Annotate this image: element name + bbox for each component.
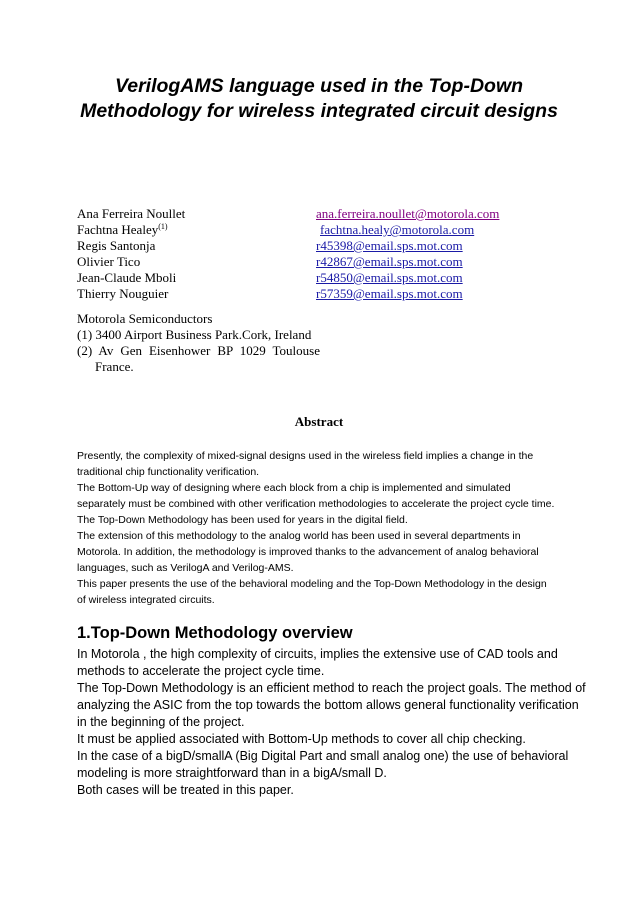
abstract-line: languages, such as VerilogA and Verilog-AMS.	[77, 562, 294, 574]
author-email-link[interactable]: r57359@email.sps.mot.com	[316, 286, 463, 301]
abstract-line: The Bottom-Up way of designing where each block from a chip is implemented and simulated	[77, 482, 511, 494]
section-line: analyzing the ASIC from the top towards the bottom allows general functionality verification	[77, 698, 579, 712]
section-line: The Top-Down Methodology is an efficient method to reach the project goals. The method of	[77, 681, 586, 695]
author-name-text: Fachtna Healey	[77, 222, 159, 237]
abstract-line: Motorola. In addition, the methodology is improved thanks to the advancement of analog behavioral	[77, 546, 539, 558]
abstract-heading: Abstract	[294, 414, 344, 429]
author-name: Olivier Tico	[77, 254, 141, 269]
paper-title	[60, 74, 578, 124]
author-row	[77, 222, 557, 238]
author-row	[77, 270, 557, 286]
abstract-line: Presently, the complexity of mixed-signal designs used in the wireless field implies a change in the	[77, 450, 534, 462]
author-name: Thierry Nouguier	[77, 286, 169, 301]
abstract-line: traditional chip functionality verification.	[77, 466, 260, 478]
author-email-link[interactable]: ana.ferreira.noullet@motorola.com	[316, 206, 500, 221]
section-body	[77, 646, 586, 799]
author-row	[77, 286, 557, 302]
author-email-link[interactable]: r42867@email.sps.mot.com	[316, 254, 463, 269]
organization-address: (2) Av Gen Eisenhower BP 1029 Toulouse	[77, 343, 320, 358]
abstract-line: The extension of this methodology to the analog world has been used in several departments in	[77, 530, 521, 542]
section-line: In Motorola , the high complexity of circuits, implies the extensive use of CAD tools and	[77, 647, 558, 661]
author-name	[77, 222, 316, 238]
author-email-link[interactable]: fachtna.healy@motorola.com	[320, 222, 475, 237]
author-name: Jean-Claude Mboli	[77, 270, 177, 285]
organization-block	[77, 311, 322, 375]
section-line: It must be applied associated with Bottom-Up methods to cover all chip checking.	[77, 732, 526, 746]
section-line: methods to accelerate the project cycle time.	[77, 664, 325, 678]
organization-address: (1) 3400 Airport Business Park.Cork, Ireland	[77, 327, 312, 342]
author-email-link[interactable]: r54850@email.sps.mot.com	[316, 270, 463, 285]
section-line: in the beginning of the project.	[77, 715, 245, 729]
author-list	[77, 206, 557, 302]
section-line: Both cases will be treated in this paper.	[77, 783, 294, 797]
author-row	[77, 254, 557, 270]
abstract-line: of wireless integrated circuits.	[77, 594, 215, 606]
section-line: In the case of a bigD/smallA (Big Digital Part and small analog one) the use of behavioral	[77, 749, 569, 763]
section-line: modeling is more straightforward than in a bigA/small D.	[77, 766, 387, 780]
section-heading: 1.Top-Down Methodology overview	[77, 624, 353, 642]
author-email-link[interactable]: r45398@email.sps.mot.com	[316, 238, 463, 253]
organization-name: Motorola Semiconductors	[77, 311, 213, 326]
affiliation-marker: (1)	[158, 222, 168, 231]
abstract-body	[77, 448, 577, 608]
abstract-line: This paper presents the use of the behavioral modeling and the Top-Down Methodology in the design	[77, 578, 547, 590]
author-name: Ana Ferreira Noullet	[77, 206, 186, 221]
author-row	[77, 206, 557, 222]
abstract-line: separately must be combined with other verification methodologies to accelerate the project cycle time.	[77, 498, 555, 510]
abstract-line: The Top-Down Methodology has been used for years in the digital field.	[77, 514, 408, 526]
author-name: Regis Santonja	[77, 238, 156, 253]
author-row	[77, 238, 557, 254]
title-line: Methodology for wireless integrated circuit designs	[80, 100, 558, 122]
title-line: VerilogAMS language used in the Top-Down	[114, 75, 524, 97]
organization-address-continued: France.	[95, 359, 134, 374]
